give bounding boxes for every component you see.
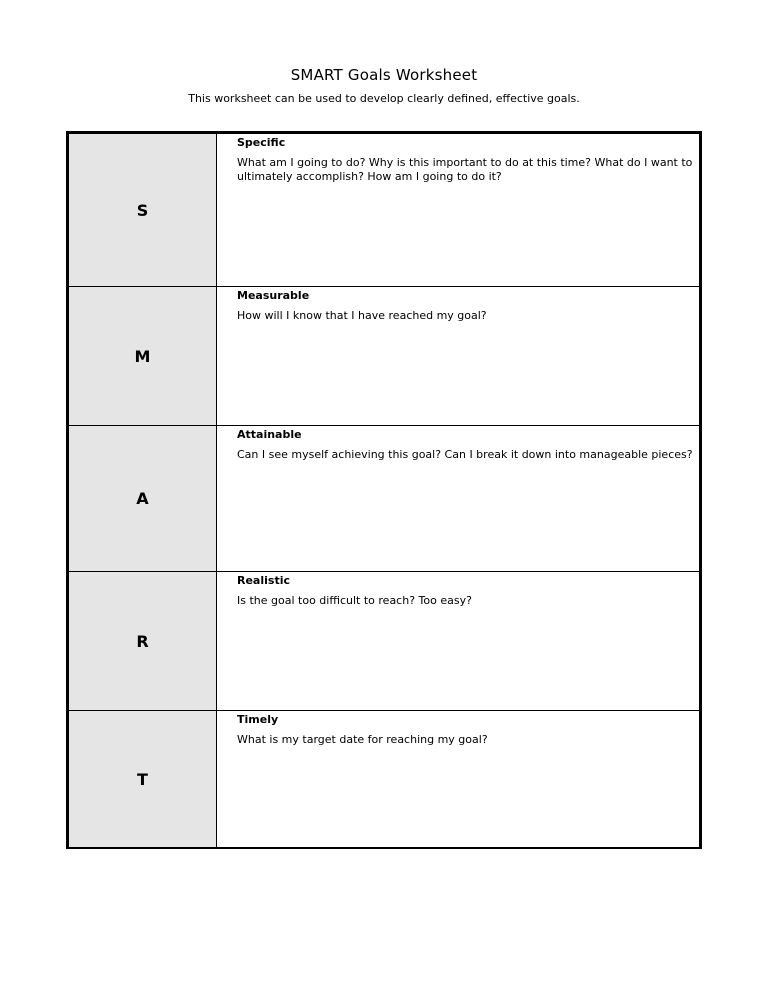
smart-goals-table [66,131,702,849]
row-heading-attainable: Attainable [237,428,302,441]
row-heading-specific: Specific [237,136,286,149]
table-row-measurable [67,286,701,425]
content-cell-specific[interactable] [217,134,701,286]
content-cell-measurable[interactable] [217,287,701,425]
row-prompt-measurable: How will I know that I have reached my goal? [237,309,487,322]
letter-cell-r: R [67,572,217,710]
letter-cell-t: T [67,711,217,847]
row-prompt-timely: What is my target date for reaching my goal? [237,733,488,746]
table-row-attainable [67,425,701,571]
content-cell-attainable[interactable] [217,426,701,571]
letter-cell-a: A [67,426,217,571]
worksheet-title: SMART Goals Worksheet [290,66,478,84]
row-heading-measurable: Measurable [237,289,310,302]
row-heading-timely: Timely [237,713,279,726]
row-prompt-specific: What am I going to do? Why is this important to do at this time? What do I want to ultimately accomplish? How am I going to do it? [237,156,693,183]
row-prompt-attainable: Can I see myself achieving this goal? Can I break it down into manageable pieces? [237,448,693,461]
content-cell-realistic[interactable] [217,572,701,710]
content-cell-timely[interactable] [217,711,701,847]
row-prompt-realistic: Is the goal too difficult to reach? Too easy? [237,594,472,607]
row-heading-realistic: Realistic [237,574,290,587]
worksheet-subtitle: This worksheet can be used to develop clearly defined, effective goals. [188,92,580,105]
table-row-specific [67,132,701,286]
table-row-realistic [67,571,701,710]
table-row-timely [67,710,701,848]
letter-cell-s: S [67,134,217,286]
letter-cell-m: M [67,287,217,425]
